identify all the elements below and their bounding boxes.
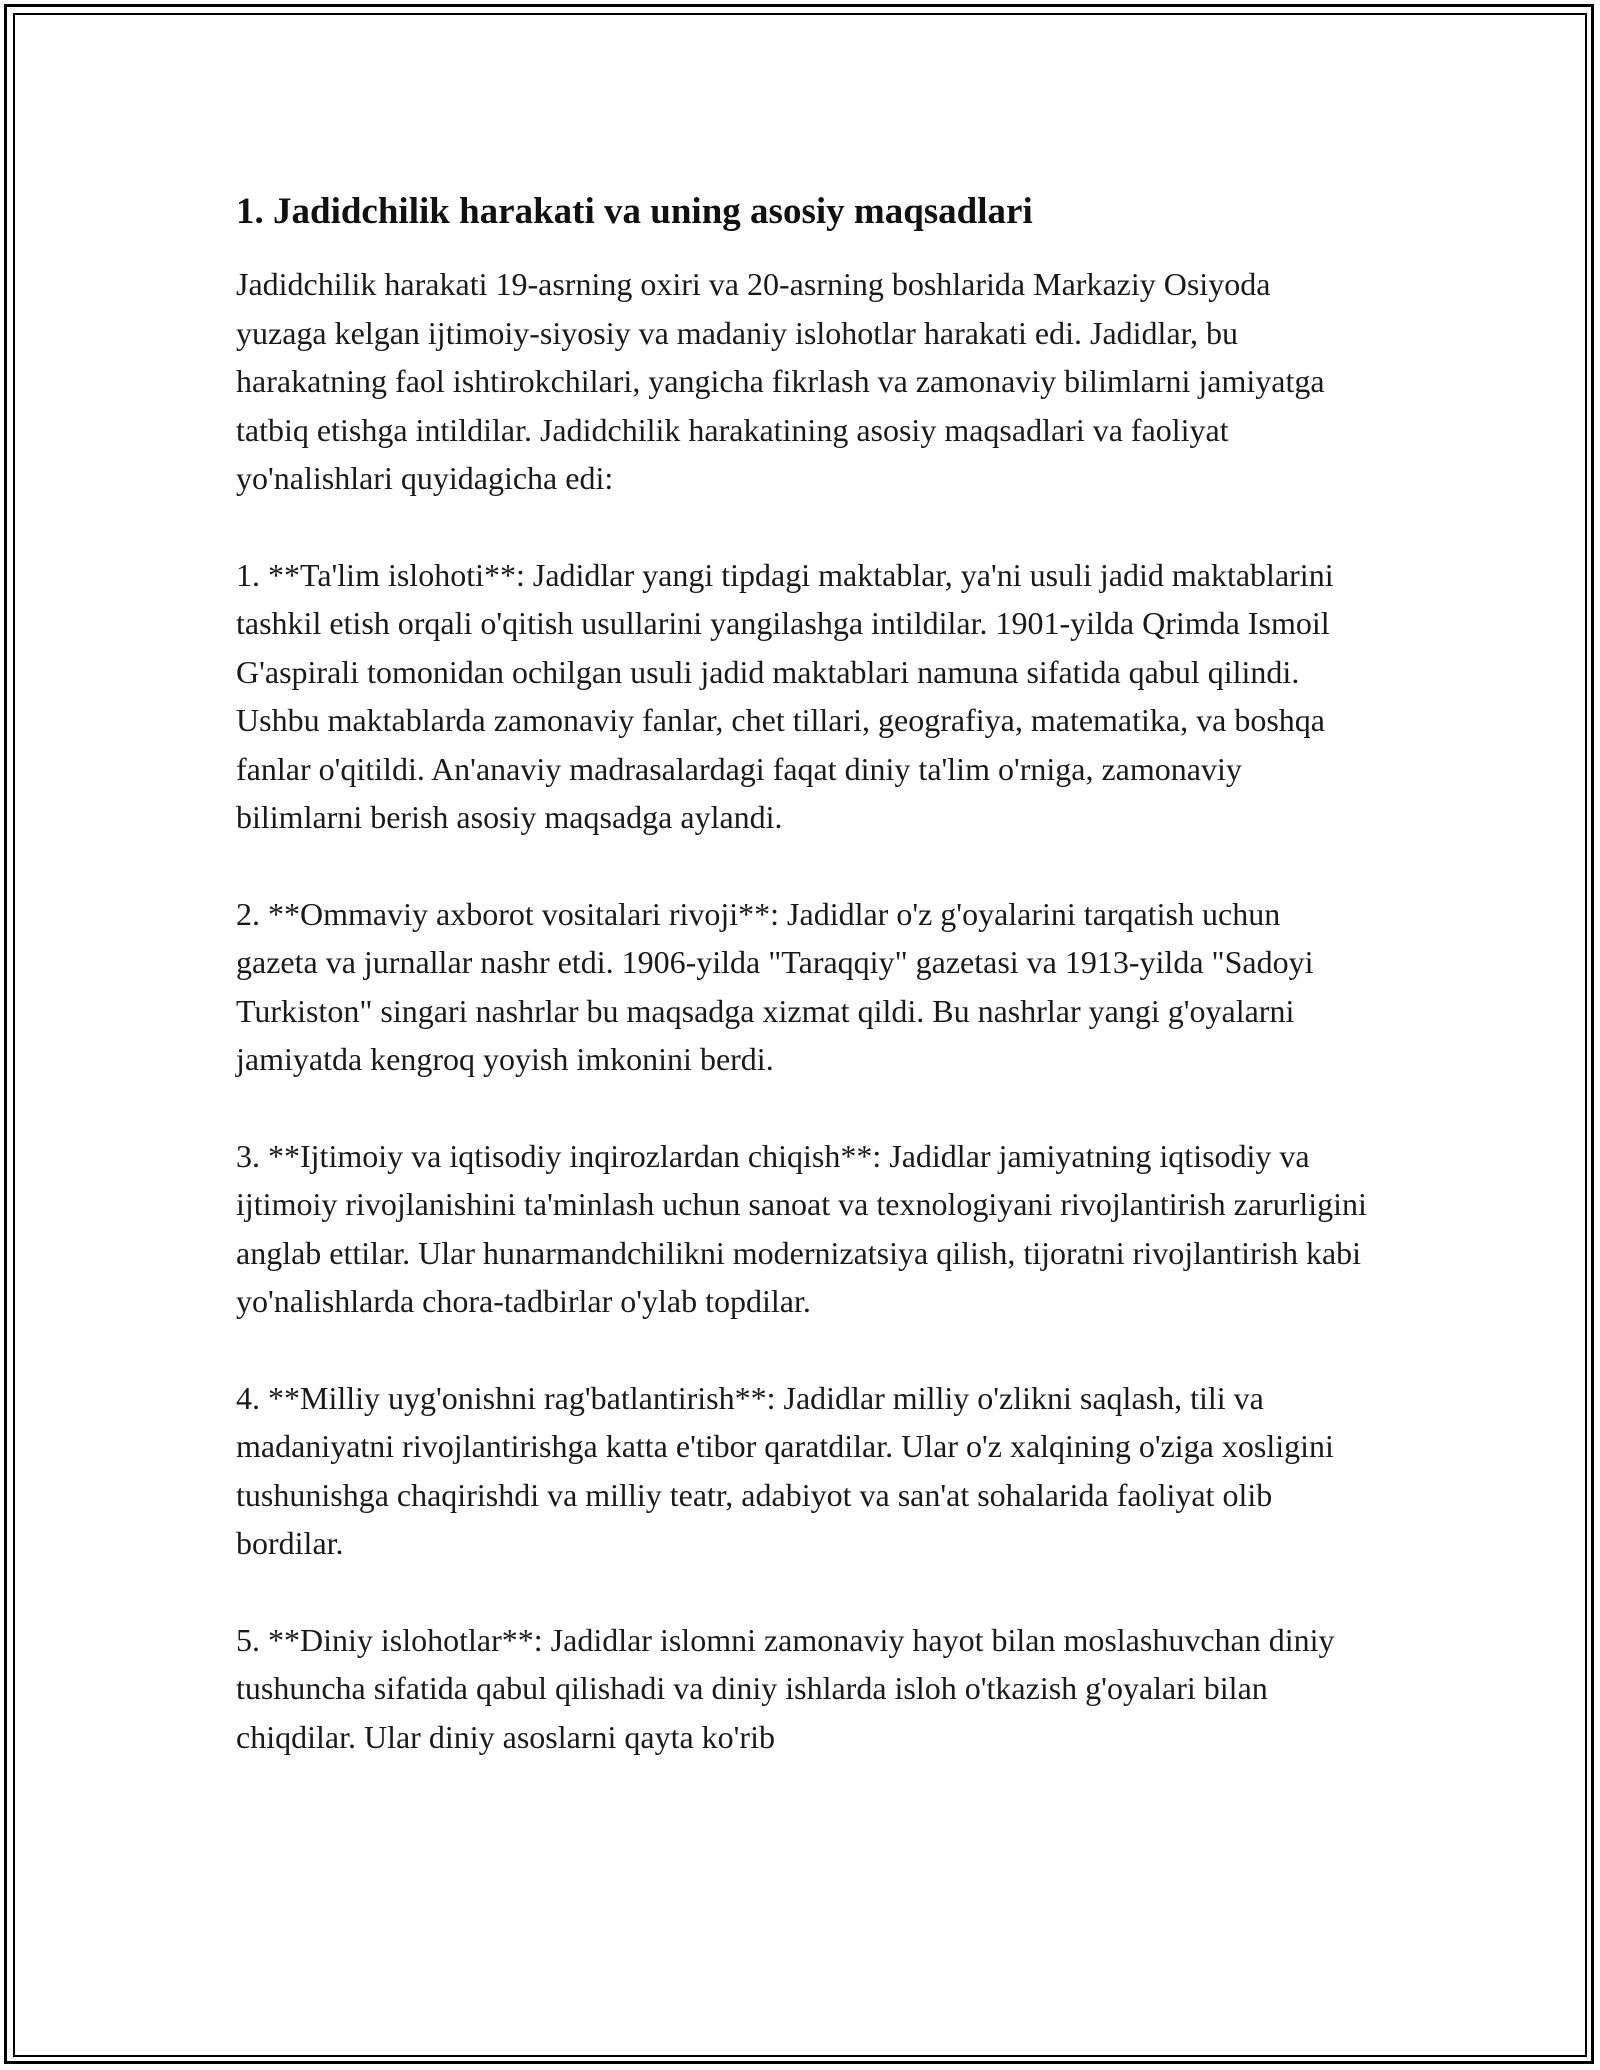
section-heading: 1. Jadidchilik harakati va uning asosiy maqsadlari [236, 191, 1033, 232]
paragraph-religious-reform: 5. **Diniy islohotlar**: Jadidlar islomni zamonaviy hayot bilan moslashuvchan diniy tushuncha sifatida qabul qilishadi va diniy ishlarda isloh o'tkazish g'oyalari bilan chiqdilar. Ular diniy asoslarni qayta ko'rib [236, 1621, 1335, 1755]
paragraph-socioeconomic: 3. **Ijtimoiy va iqtisodiy inqirozlardan chiqish**: Jadidlar jamiyatning iqtisodiy va ijtimoiy rivojlanishini ta'minlash uchun sanoat va texnologiyani rivojlantirish zarurligini anglab ettilar. Ular hunarmandchilikni modernizatsiya qilish, tijoratni rivojlantirish kabi yo'nalishlarda chora-tadbirlar o'ylab topdilar. [236, 1137, 1367, 1319]
document-body [236, 188, 1368, 1809]
paragraph-mass-media: 2. **Ommaviy axborot vositalari rivoji**: Jadidlar o'z g'oyalarini tarqatish uchun gazeta va jurnallar nashr etdi. 1906-yilda "Taraqqiy" gazetasi va 1913-yilda "Sadoyi Turkiston" singari nashrlar bu maqsadga xizmat qildi. Bu nashrlar yangi g'oyalarni jamiyatda kengroq yoyish imkonini berdi. [236, 895, 1314, 1077]
paragraph-national-awakening: 4. **Milliy uyg'onishni rag'batlantirish**: Jadidlar milliy o'zlikni saqlash, tili va madaniyatni rivojlantirishga katta e'tibor qaratdilar. Ular o'z xalqining o'ziga xosligini tushunishga chaqirishdi va milliy teatr, adabiyot va san'at sohalarida faoliyat olib bordilar. [236, 1379, 1334, 1561]
intro-paragraph: Jadidchilik harakati 19-asrning oxiri va 20-asrning boshlarida Markaziy Osiyoda yuzaga kelgan ijtimoiy-siyosiy va madaniy islohotlar harakati edi. Jadidlar, bu harakatning faol ishtirokchilari, yangicha fikrlash va zamonaviy bilimlarni jamiyatga tatbiq etishga intildilar. Jadidchilik harakatining asosiy maqsadlari va faoliyat yo'nalishlari quyidagicha edi: [236, 266, 1325, 496]
paragraph-education-reform: 1. **Ta'lim islohoti**: Jadidlar yangi tipdagi maktablar, ya'ni usuli jadid maktablarini tashkil etish orqali o'qitish usullarini yangilashga intildilar. 1901-yilda Qrimda Ismoil G'aspirali tomonidan ochilgan usuli jadid maktablari namuna sifatida qabul qilindi. Ushbu maktablarda zamonaviy fanlar, chet tillari, geografiya, matematika, va boshqa fanlar o'qitildi. An'anaviy madrasalardagi faqat diniy ta'lim o'rniga, zamonaviy bilimlarni berish asosiy maqsadga aylandi. [236, 556, 1334, 835]
